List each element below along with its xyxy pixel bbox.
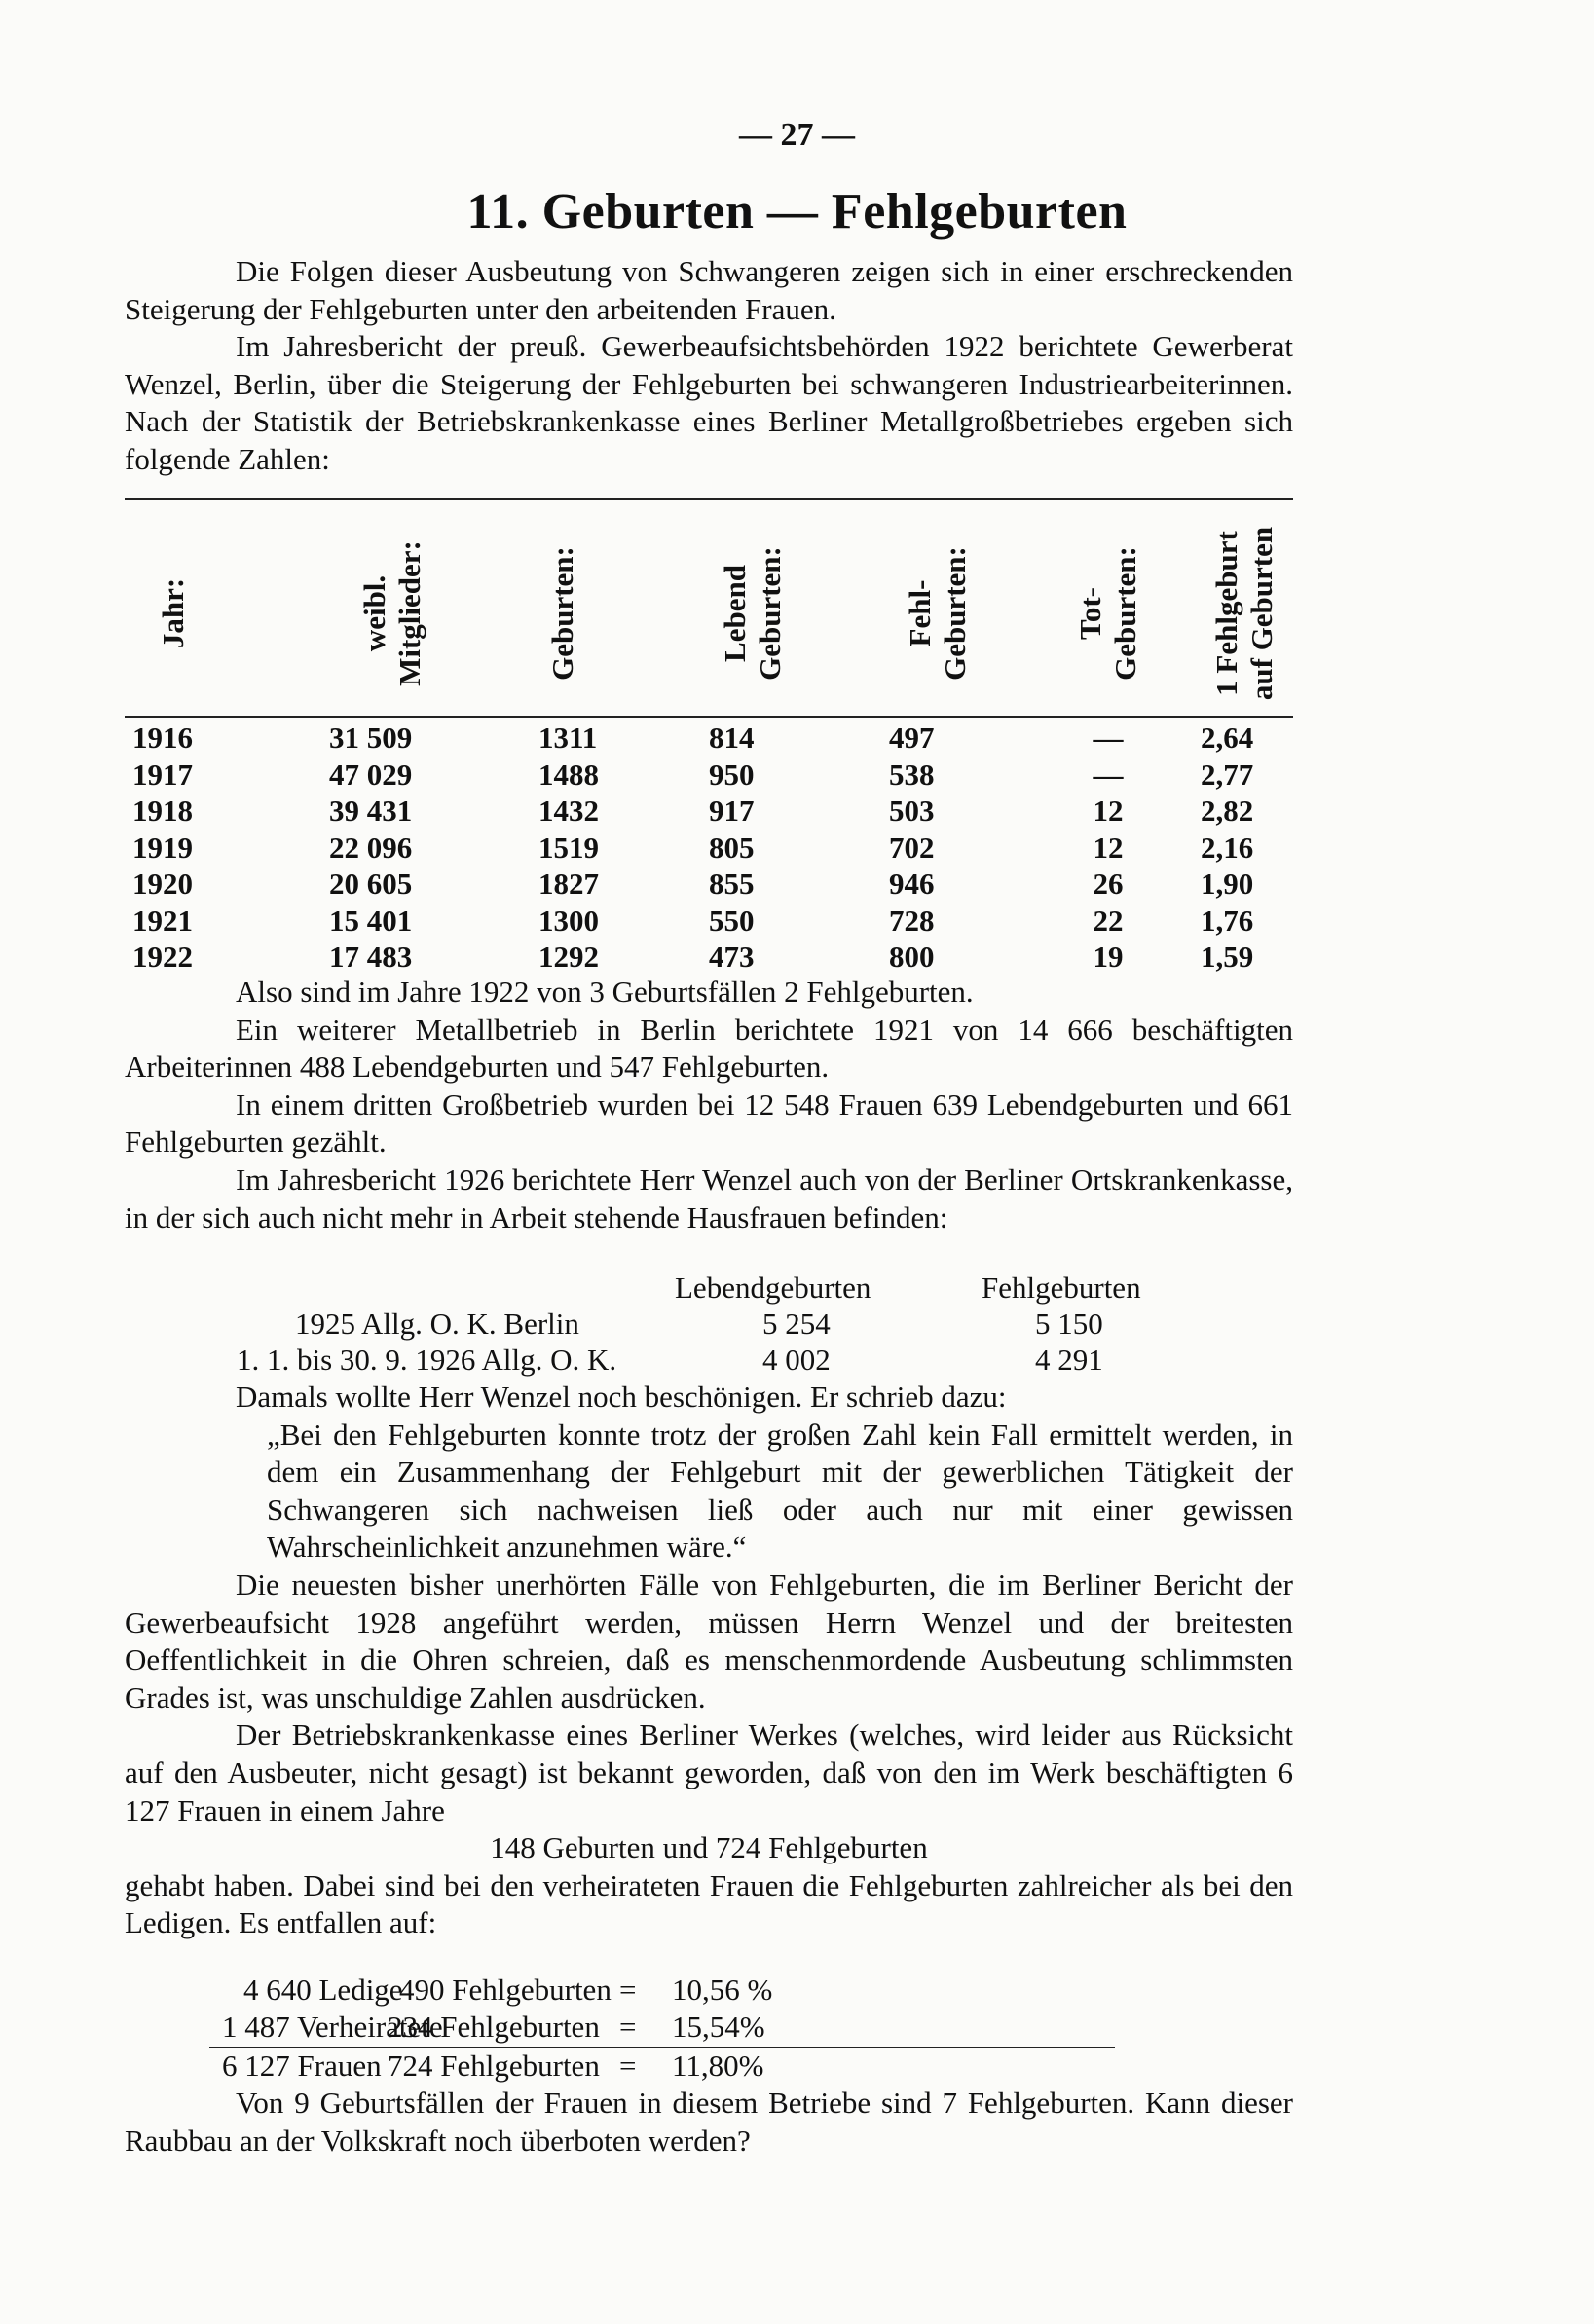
table-cell: 1,90 <box>1201 867 1254 901</box>
table-row <box>125 720 1293 757</box>
t2-header-row <box>125 1271 1293 1307</box>
table-row <box>125 904 1293 941</box>
table-cell: 47 029 <box>329 756 413 792</box>
table-cell: 1,76 <box>1201 903 1254 938</box>
third-plant: In einem dritten Großbetrieb wurden bei 12 548 Frauen 639 Lebendgeburten und 661 Fehlgeburten gezählt. <box>125 1087 1293 1160</box>
table-cell: 39 431 <box>329 793 413 828</box>
header-jahr: Jahr: <box>156 577 190 649</box>
table-cell: 22 <box>1093 903 1124 938</box>
table-cell: 805 <box>709 830 755 865</box>
marital-cell: = <box>619 2048 637 2083</box>
final-paragraph: Von 9 Geburtsfällen der Frauen in diesem Betriebe sind 7 Fehlgeburten. Kann dieser Raubbau an der Volkskraft noch überboten werden? <box>125 2085 1293 2158</box>
table-body <box>125 720 1293 977</box>
table-cell: 15 401 <box>329 903 413 938</box>
table-row <box>125 940 1293 977</box>
table-cell: 538 <box>889 756 935 792</box>
header-tot-geburten: Tot- Geburten: <box>1073 546 1142 681</box>
table-top-rule <box>125 498 1293 500</box>
wenzel-comment: Damals wollte Herr Wenzel noch beschönigen. Er schrieb dazu: <box>236 1380 1007 1414</box>
intro-paragraph-2: Im Jahresbericht der preuß. Gewerbeaufsichtsbehörden 1922 berichtete Gewerberat Wenzel, Berlin, über die Steigerung der Fehlgeburten bei schwangeren Industriearbeiterinnen. Nach der Statistik der Betriebskrankenkasse eines Berliner Metallgroßbetriebes ergeben sich folgende Zahlen: <box>125 329 1293 476</box>
marital-table <box>125 1972 1293 2084</box>
table-cell: 1488 <box>538 756 599 792</box>
lower-text <box>125 1379 1293 1942</box>
table-cell: 1920 <box>132 867 193 901</box>
table-cell: 800 <box>889 940 935 974</box>
t2-header-fehl: Fehlgeburten <box>982 1271 1141 1305</box>
marital-cell: 11,80% <box>672 2048 764 2083</box>
table-cell: 1519 <box>538 830 599 865</box>
marital-cell: = <box>619 2010 637 2044</box>
marital-cell: 15,54% <box>672 2010 765 2044</box>
intro-text <box>125 253 1293 479</box>
header-fehl-geburten: Fehl- Geburten: <box>903 546 972 681</box>
ortskrankenkasse-table <box>125 1271 1293 1379</box>
table-cell: 1300 <box>538 903 599 938</box>
table-cell: 1311 <box>538 720 598 755</box>
header-ratio: 1 Fehlgeburt auf Geburten <box>1209 526 1279 701</box>
table-cell: 497 <box>889 720 935 755</box>
final-text <box>125 2084 1293 2159</box>
table-cell: 26 <box>1093 867 1124 901</box>
header-mitglieder: weibl. Mitglieder: <box>357 540 426 686</box>
married-vs-single: gehabt haben. Dabei sind bei den verheirateten Frauen die Fehlgeburten zahlreicher als bei den Ledigen. Es entfallen auf: <box>125 1867 1293 1940</box>
ortskrankenkasse-report: Im Jahresbericht 1926 berichtete Herr Wenzel auch von der Berliner Ortskrankenkasse, in der sich auch nicht mehr in Arbeit stehende Hausfrauen befinden: <box>125 1162 1293 1235</box>
t2-header-lebend: Lebendgeburten <box>675 1271 871 1305</box>
marital-cell: 4 640 Ledige <box>243 1973 403 2007</box>
table-row <box>125 867 1293 904</box>
table-cell: 22 096 <box>329 830 413 865</box>
t2-row: 1. 1. bis 30. 9. 1926 Allg. O. K. 4 002 4 291 <box>237 1343 1103 1377</box>
header-lebend-geburten: Lebend Geburten: <box>718 546 787 681</box>
header-geburten: Geburten: <box>545 546 579 681</box>
intro-paragraph-1: Die Folgen dieser Ausbeutung von Schwangeren zeigen sich in einer erschreckenden Steigerung der Fehlgeburten unter den arbeitenden Frauen. <box>125 254 1293 326</box>
table-cell: 2,64 <box>1201 720 1254 755</box>
second-plant: Ein weiterer Metallbetrieb in Berlin berichtete 1921 von 14 666 beschäftigten Arbeiterinnen 488 Lebendgeburten und 547 Fehlgeburten. <box>125 1012 1293 1085</box>
table-cell: 2,77 <box>1201 756 1254 792</box>
table-cell: 2,16 <box>1201 830 1254 865</box>
table-cell: 814 <box>709 720 755 755</box>
table-cell: 550 <box>709 903 755 938</box>
table-cell: 702 <box>889 830 935 865</box>
conclusion-1922: Also sind im Jahre 1922 von 3 Geburtsfällen 2 Fehlgeburten. <box>236 975 974 1009</box>
berlin-plant: Der Betriebskrankenkasse eines Berliner Werkes (welches, wird leider aus Rücksicht auf den Ausbeuter, nicht gesagt) ist bekannt geworden, daß von den im Werk beschäftigten 6 127 Frauen in einem Jahre <box>125 1717 1293 1827</box>
table-cell: 950 <box>709 756 755 792</box>
table-cell: 2,82 <box>1201 793 1254 828</box>
middle-text <box>125 974 1293 1236</box>
marital-row <box>125 2009 1293 2046</box>
table-cell: 1916 <box>132 720 193 755</box>
table-cell: — <box>1093 756 1124 792</box>
table-row <box>125 757 1293 794</box>
birth-counts: 148 Geburten und 724 Fehlgeburten <box>490 1830 928 1865</box>
marital-cell: 234 Fehlgeburten <box>388 2010 600 2044</box>
table-cell: 855 <box>709 867 755 901</box>
page-number: — 27 — <box>739 117 855 153</box>
marital-cell: 1 487 Verheiratete <box>222 2010 443 2044</box>
table-row <box>125 830 1293 867</box>
table-cell: 1917 <box>132 756 193 792</box>
table-cell: 1292 <box>538 940 599 974</box>
table-cell: — <box>1093 720 1124 755</box>
table-cell: 946 <box>889 867 935 901</box>
table-cell: 12 <box>1093 830 1124 865</box>
table-cell: 19 <box>1093 940 1124 974</box>
marital-cell: = <box>619 1973 637 2007</box>
marital-cell: 490 Fehlgeburten <box>399 1973 612 2007</box>
table-cell: 12 <box>1093 793 1124 828</box>
table-row <box>125 793 1293 830</box>
header-bottom-rule <box>125 716 1293 718</box>
t2-row: 1925 Allg. O. K. Berlin 5 254 5 150 <box>295 1307 1103 1341</box>
table-cell: 17 483 <box>329 940 413 974</box>
table-cell: 503 <box>889 793 935 828</box>
wenzel-quote: „Bei den Fehlgeburten konnte trotz der großen Zahl kein Fall ermittelt werden, in dem ein Zusammenhang der Fehlgeburt mit der gewerblichen Tätigkeit der Schwangeren sich nachweisen ließ oder auch nur mit einer gewissen Wahrscheinlichkeit anzunehmen wäre.“ <box>267 1417 1293 1565</box>
table-cell: 1921 <box>132 903 193 938</box>
marital-row <box>125 2047 1293 2084</box>
table-cell: 31 509 <box>329 720 413 755</box>
new-cases: Die neuesten bisher unerhörten Fälle von Fehlgeburten, die im Berliner Bericht der Gewerbeaufsicht 1928 angeführt werden, müssen Herrn Wenzel und der breitesten Oeffentlichkeit in die Ohren schreien, daß es menschenmordende Ausbeutung schlimmsten Grades ist, was unschuldige Zahlen ausdrücken. <box>125 1567 1293 1715</box>
table-cell: 1432 <box>538 793 599 828</box>
section-title: 11. Geburten — Fehlgeburten <box>466 184 1128 240</box>
table-cell: 1919 <box>132 830 193 865</box>
sum-rule <box>209 2047 1115 2048</box>
table-cell: 20 605 <box>329 867 413 901</box>
marital-cell: 724 Fehlgeburten <box>388 2048 600 2083</box>
table-cell: 473 <box>709 940 755 974</box>
marital-cell: 10,56 % <box>672 1973 773 2007</box>
table-cell: 1922 <box>132 940 193 974</box>
table-cell: 917 <box>709 793 755 828</box>
marital-cell: 6 127 Frauen <box>222 2048 382 2083</box>
table-cell: 728 <box>889 903 935 938</box>
marital-row <box>125 1972 1293 2009</box>
table-cell: 1918 <box>132 793 193 828</box>
table-cell: 1827 <box>538 867 599 901</box>
table-cell: 1,59 <box>1201 940 1254 974</box>
